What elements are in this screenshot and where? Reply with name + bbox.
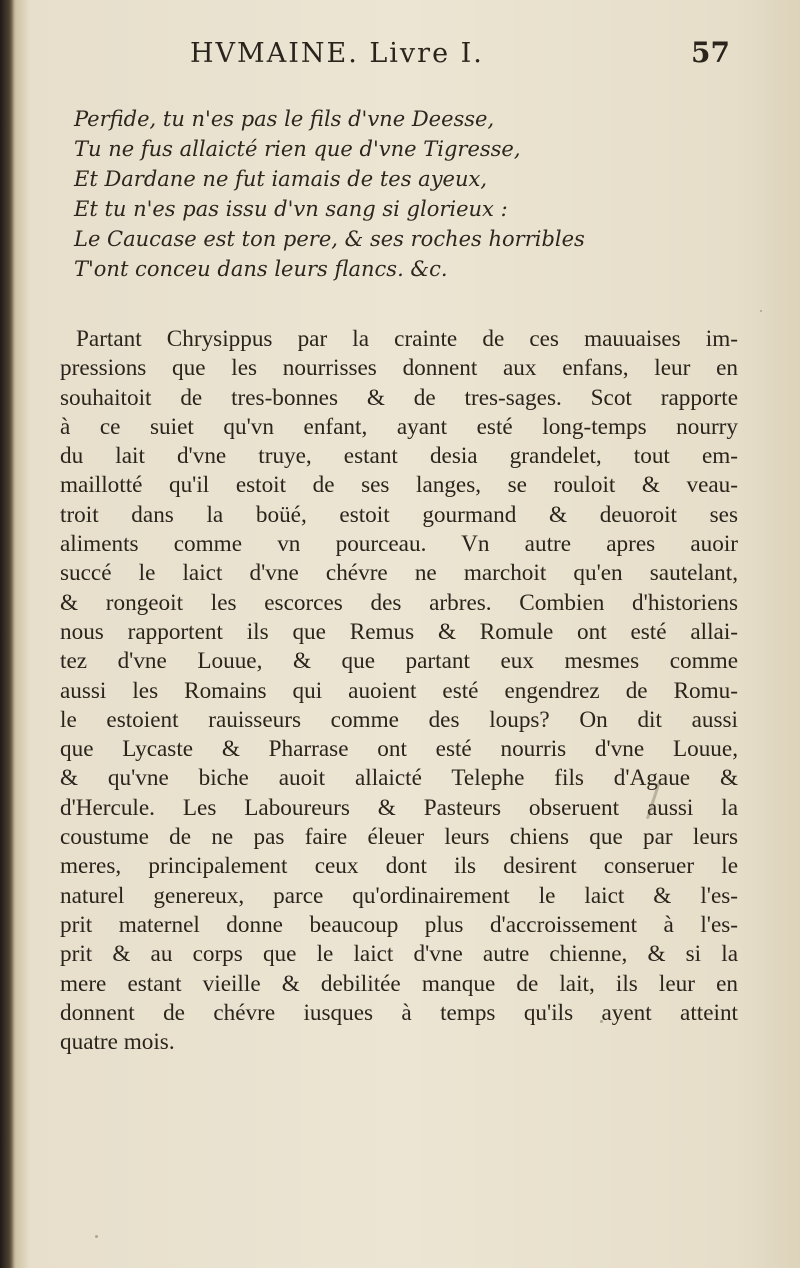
text-line: succé le laict d'vne chévre ne marchoit qu'en sautelant,: [60, 560, 738, 587]
text-line: naturel genereux, parce qu'ordinairement le laict & l'es-: [60, 882, 738, 909]
text-line: à ce suiet qu'vn enfant, ayant esté long-temps nourry: [60, 413, 738, 440]
verse-quotation: [74, 104, 614, 284]
text-line: prit maternel donne beaucoup plus d'accroissement à l'es-: [60, 911, 738, 938]
text-line: meres, principalement ceux dont ils desirent conseruer le: [60, 853, 738, 880]
text-line: & rongeoit les escorces des arbres. Combien d'historiens: [60, 589, 738, 616]
text-line: Partant Chrysippus par la crainte de ces mauuaises im-: [76, 326, 738, 352]
text-line: du lait d'vne truye, estant desia grandelet, tout em-: [60, 443, 738, 470]
verse-line: Perfide, tu n'es pas le fils d'vne Deesse,: [74, 107, 495, 131]
text-line: quatre mois.: [60, 1029, 175, 1056]
text-line: prit & au corps que le laict d'vne autre chienne, & si la: [60, 941, 738, 968]
text-line: mere estant vieille & debilitée manque de lait, ils leur en: [60, 970, 738, 997]
text-line: d'Hercule. Les Laboureurs & Pasteurs obseruent aussi la: [60, 794, 738, 821]
text-line: & qu'vne biche auoit allaicté Telephe fils d'Agaue &: [60, 765, 738, 792]
body-paragraph: [60, 325, 738, 1057]
verse-line: Et tu n'es pas issu d'vn sang si glorieux :: [74, 197, 508, 221]
verse-line: Tu ne fus allaicté rien que d'vne Tigresse,: [74, 137, 521, 161]
paper-fleck: [600, 1020, 603, 1023]
text-line: donnent de chévre iusques à temps qu'ils ayent atteint: [60, 999, 738, 1026]
text-line: coustume de ne pas faire éleuer leurs chiens que par leurs: [60, 824, 738, 851]
paper-fleck: [95, 1235, 98, 1238]
text-line: nous rapportent ils que Remus & Romule ont esté allai-: [60, 618, 738, 645]
verse-line: Et Dardane ne fut iamais de tes ayeux,: [74, 167, 488, 191]
text-line: que Lycaste & Pharrase ont esté nourris d'vne Louue,: [60, 736, 738, 763]
page-number: 57: [691, 36, 730, 69]
text-line: aliments comme vn pourceau. Vn autre apres auoir: [60, 531, 738, 558]
verse-line: Le Caucase est ton pere, & ses roches horribles: [74, 227, 585, 251]
text-line: tez d'vne Louue, & que partant eux mesmes comme: [60, 648, 738, 675]
paper-fleck: [760, 310, 762, 312]
text-line: troit dans la boüé, estoit gourmand & deuoroit ses: [60, 501, 738, 528]
text-line: pressions que les nourrisses donnent aux enfans, leur en: [60, 355, 738, 382]
binding-shadow: [0, 0, 14, 1268]
text-line: aussi les Romains qui auoient esté engendrez de Romu-: [60, 677, 738, 704]
running-title: HVMAINE. Livre I.: [190, 38, 484, 69]
page-header: [180, 38, 740, 78]
text-line: le estoient rauisseurs comme des loups? On dit aussi: [60, 706, 738, 733]
verse-line: T'ont conceu dans leurs flancs. &c.: [74, 257, 448, 281]
text-line: maillotté qu'il estoit de ses langes, se rouloit & veau-: [60, 472, 738, 499]
text-line: souhaitoit de tres-bonnes & de tres-sages. Scot rapporte: [60, 384, 738, 411]
